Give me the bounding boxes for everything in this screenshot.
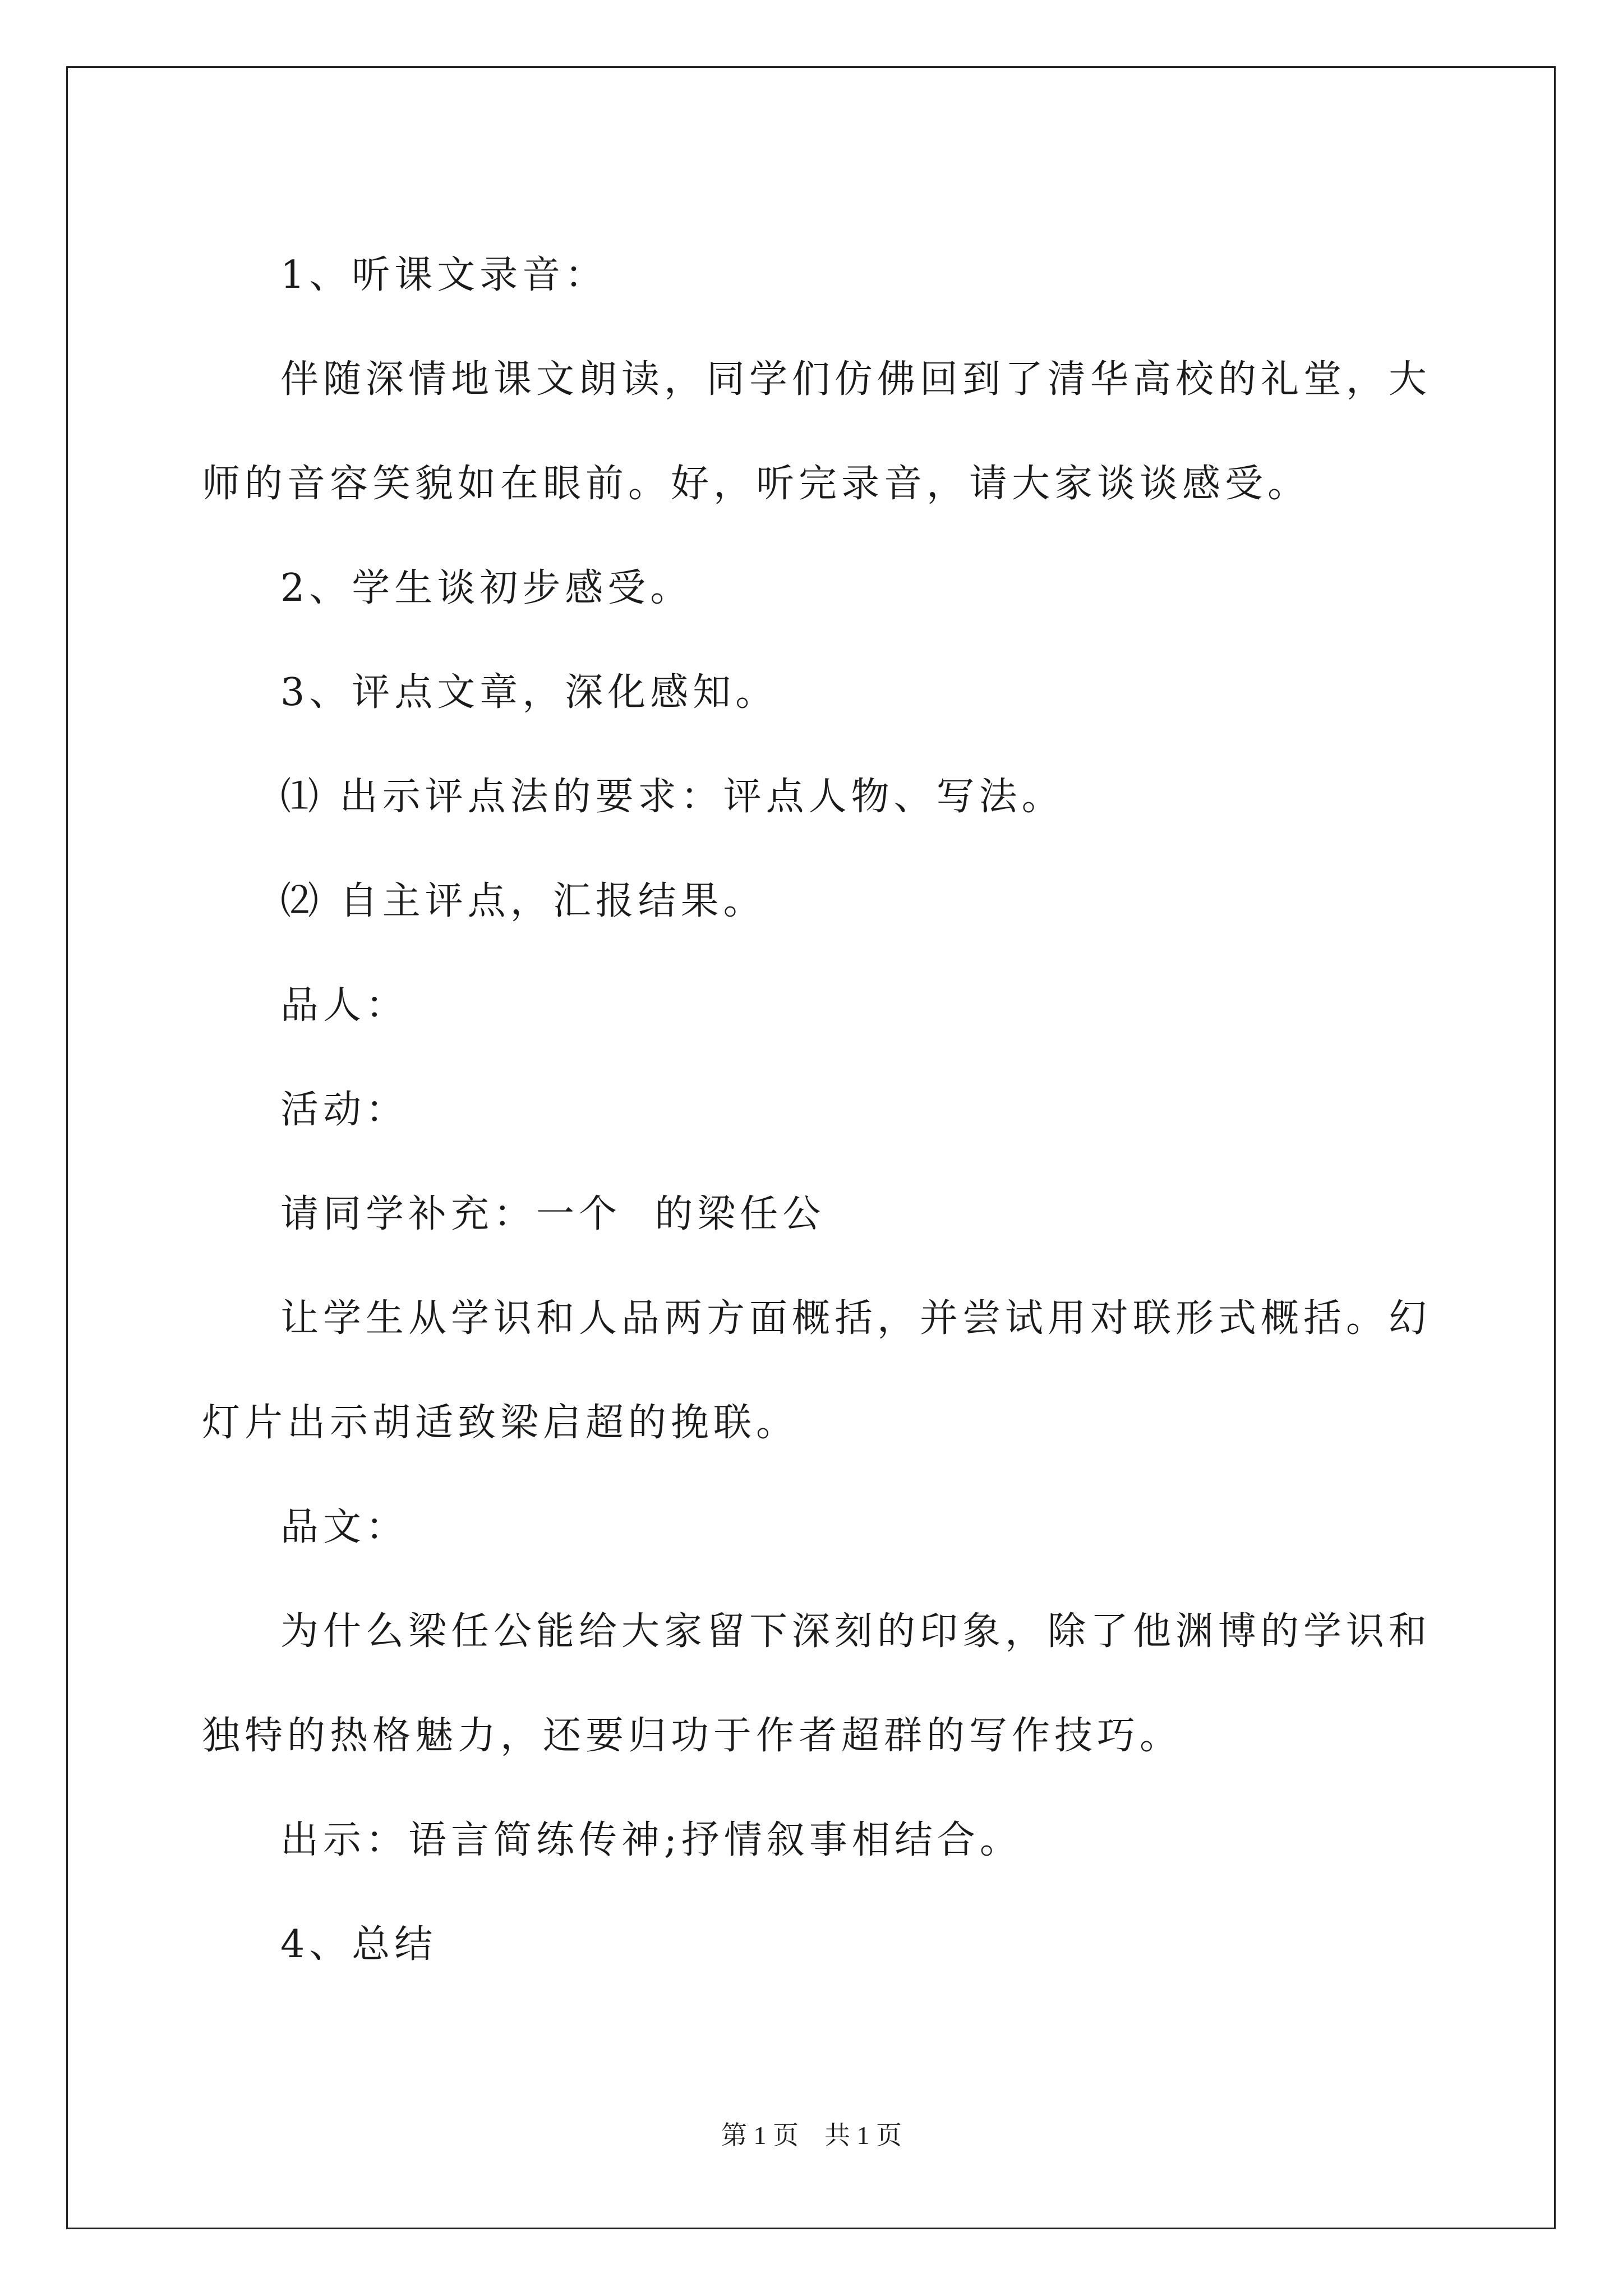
paragraph-fill-in: 请同学补充：一个 的梁任公 (280, 1192, 826, 1236)
paragraph-pinren-heading: 品人： (280, 983, 409, 1028)
paragraph-step-1-title: 1、听课文录音： (280, 253, 608, 297)
page-number-footer: 第 1 页 共 1 页 (721, 2121, 902, 2150)
paragraph-substep-2: ⑵ 自主评点，汇报结果。 (280, 879, 766, 923)
paragraph-substep-1: ⑴ 出示评点法的要求：评点人物、写法。 (280, 775, 1064, 819)
paragraph-activity-heading: 活动： (280, 1088, 409, 1132)
paragraph-pinwen-heading: 品文： (280, 1505, 409, 1549)
paragraph-summary-activity: 让学生从学识和人品两方面概括，并尝试用对联形式概括。幻灯片出示胡适致梁启超的挽联。 (202, 1296, 1432, 1445)
paragraph-step-4: 4、总结 (280, 1922, 437, 1967)
paragraph-show: 出示：语言简练传神;抒情叙事相结合。 (280, 1818, 1022, 1862)
paragraph-step-2: 2、学生谈初步感受。 (280, 566, 693, 610)
paragraph-why: 为什么梁任公能给大家留下深刻的印象，除了他渊博的学识和独特的热格魅力，还要归功于作者超群的写作技巧。 (202, 1609, 1432, 1758)
paragraph-step-1-text: 伴随深情地课文朗读，同学们仿佛回到了清华高校的礼堂，大师的音容笑貌如在眼前。好，听完录音，请大家谈谈感受。 (202, 357, 1432, 506)
document-body (202, 223, 1436, 1997)
paragraph-step-3: 3、评点文章，深化感知。 (280, 670, 778, 715)
